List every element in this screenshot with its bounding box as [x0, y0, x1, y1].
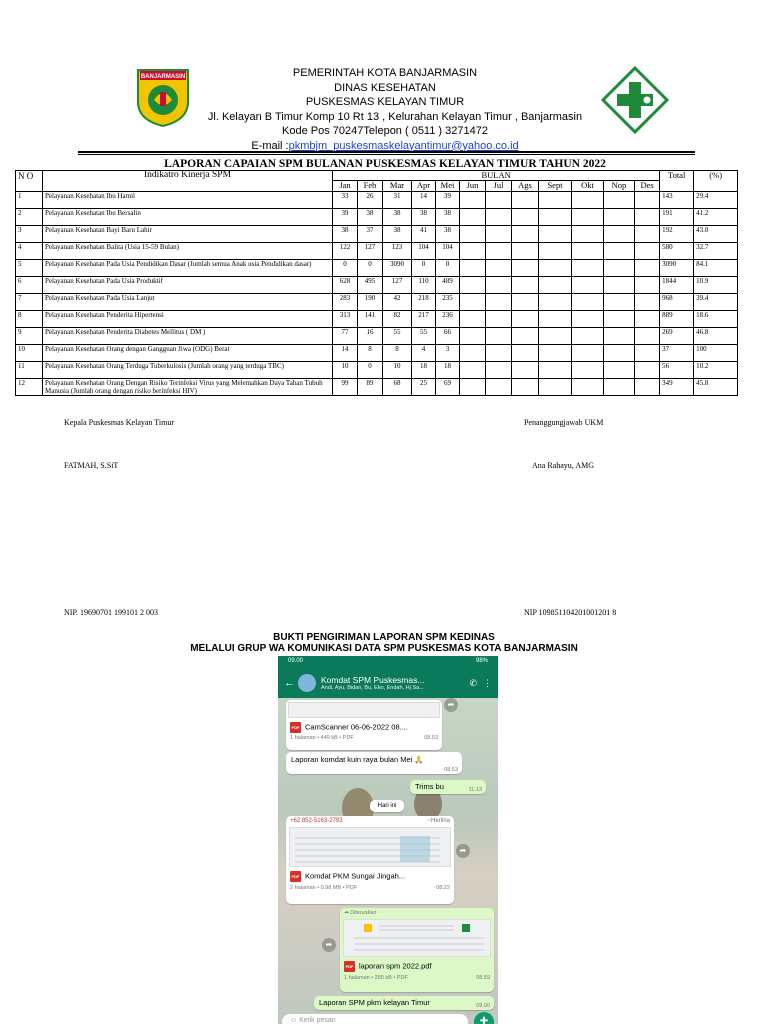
col-no-header: N O — [16, 171, 43, 192]
total-value: 269 — [660, 328, 694, 345]
percent-value: 100 — [694, 345, 738, 362]
forwarded-text: Diteruskan — [350, 910, 377, 916]
month-value-mei: 38 — [436, 226, 460, 243]
left-signatory-nip: NIP. 19690701 199101 2 003 — [64, 608, 159, 617]
total-value: 143 — [660, 192, 694, 209]
table-row — [16, 192, 738, 209]
row-number: 12 — [16, 379, 43, 396]
month-value-jul — [486, 260, 512, 277]
month-value-jan: 77 — [333, 328, 358, 345]
message-text: Trims bu — [415, 782, 444, 791]
month-value-sept — [539, 260, 572, 277]
group-name[interactable]: Komdat SPM Puskesmas... — [321, 675, 425, 685]
month-value-des — [635, 311, 660, 328]
file-thumbnail — [289, 827, 451, 867]
message-input[interactable] — [282, 1014, 468, 1024]
month-value-jun — [460, 379, 486, 396]
month-value-mei: 235 — [436, 294, 460, 311]
sender-phone[interactable]: +62 852-5163-2793 — [290, 818, 343, 824]
month-value-sept — [539, 226, 572, 243]
total-value: 56 — [660, 362, 694, 379]
month-header-nop: Nop — [604, 181, 635, 192]
month-value-okt — [572, 345, 604, 362]
month-value-des — [635, 226, 660, 243]
row-number: 9 — [16, 328, 43, 345]
month-value-apr: 18 — [412, 362, 436, 379]
group-avatar[interactable] — [298, 674, 316, 692]
row-number: 11 — [16, 362, 43, 379]
group-members: Andi, Ayu, Bidan, Bu, Eko, Endah, Hj Sa... — [321, 685, 424, 691]
month-value-mei: 38 — [436, 209, 460, 226]
right-signatory-name: Ana Rahayu, AMG — [532, 461, 594, 470]
table-row — [16, 294, 738, 311]
right-signatory-nip: NIP 109851104201001201 8 — [524, 608, 617, 617]
logo-banjarmasin — [132, 66, 194, 128]
month-value-ags — [512, 294, 539, 311]
month-value-des — [635, 362, 660, 379]
month-value-ags — [512, 311, 539, 328]
month-value-apr: 110 — [412, 277, 436, 294]
table-row — [16, 328, 738, 345]
table-row — [16, 226, 738, 243]
right-signatory-role: Penanggungjawab UKM — [524, 418, 604, 427]
month-value-jan: 122 — [333, 243, 358, 260]
month-value-feb: 0 — [358, 362, 383, 379]
month-value-jul — [486, 243, 512, 260]
file-thumbnail — [288, 702, 440, 718]
month-value-mar: 38 — [383, 226, 412, 243]
month-value-ags — [512, 362, 539, 379]
message-time: 09.00 — [476, 1003, 490, 1009]
month-value-ags — [512, 379, 539, 396]
email-link[interactable]: pkmbjm_puskesmaskelayantimur@yahoo.co.id — [288, 139, 519, 152]
letterhead-line: DINAS KESEHATAN — [334, 81, 436, 94]
month-value-des — [635, 379, 660, 396]
percent-value: 41.2 — [694, 209, 738, 226]
outgoing-message[interactable] — [410, 780, 486, 794]
month-header-ags: Ags — [512, 181, 539, 192]
logo-puskesmas — [601, 66, 669, 134]
month-value-feb: 37 — [358, 226, 383, 243]
month-value-jan: 14 — [333, 345, 358, 362]
month-value-nop — [604, 226, 635, 243]
status-battery: 98% — [475, 658, 488, 664]
indicator-name: Pelayanan Kesehatan Ibu Hamil — [43, 192, 333, 209]
row-number: 7 — [16, 294, 43, 311]
month-value-apr: 25 — [412, 379, 436, 396]
percent-value: 10.9 — [694, 277, 738, 294]
percent-value: 10.2 — [694, 362, 738, 379]
month-value-jun — [460, 243, 486, 260]
month-value-jan: 313 — [333, 311, 358, 328]
month-value-nop — [604, 243, 635, 260]
month-value-apr: 104 — [412, 243, 436, 260]
month-value-feb: 0 — [358, 260, 383, 277]
month-value-okt — [572, 209, 604, 226]
month-value-mar: 55 — [383, 328, 412, 345]
proof-title-line-2: MELALUI GRUP WA KOMUNIKASI DATA SPM PUSKESMAS KOTA BANJARMASIN — [190, 643, 578, 654]
indicator-name: Pelayanan Kesehatan Orang Terduga Tuberkulosis (Jumlah orang yang terduga TBC) — [43, 362, 333, 379]
month-value-ags — [512, 277, 539, 294]
month-value-nop — [604, 192, 635, 209]
month-value-mar: 127 — [383, 277, 412, 294]
table-row — [16, 260, 738, 277]
chat-app-bar — [278, 668, 498, 698]
month-value-feb: 16 — [358, 328, 383, 345]
month-value-feb: 495 — [358, 277, 383, 294]
letterhead-divider — [78, 151, 695, 153]
month-header-jun: Jun — [460, 181, 486, 192]
indicator-name: Pelayanan Kesehatan Bayi Baru Lahir — [43, 226, 333, 243]
month-value-nop — [604, 311, 635, 328]
back-arrow-icon[interactable]: ← — [284, 677, 295, 689]
month-value-ags — [512, 226, 539, 243]
month-value-mar: 38 — [383, 209, 412, 226]
month-value-sept — [539, 311, 572, 328]
month-value-jun — [460, 311, 486, 328]
forward-icon: ➦ — [344, 910, 351, 916]
pdf-icon: PDF — [344, 961, 355, 972]
table-row — [16, 311, 738, 328]
proof-title-line-1: BUKTI PENGIRIMAN LAPORAN SPM KEDINAS — [273, 632, 495, 643]
file-name: CamScanner 06-06-2022 08.... — [305, 722, 408, 732]
month-value-sept — [539, 379, 572, 396]
total-value: 37 — [660, 345, 694, 362]
message-time: 08.53 — [444, 767, 458, 773]
month-value-ags — [512, 345, 539, 362]
month-value-mei: 489 — [436, 277, 460, 294]
month-value-ags — [512, 260, 539, 277]
month-value-nop — [604, 277, 635, 294]
month-header-feb: Feb — [358, 181, 383, 192]
month-value-apr: 217 — [412, 311, 436, 328]
month-value-feb: 127 — [358, 243, 383, 260]
file-message[interactable] — [286, 700, 442, 750]
month-value-apr: 218 — [412, 294, 436, 311]
month-value-jul — [486, 209, 512, 226]
month-value-mei: 66 — [436, 328, 460, 345]
call-icon[interactable]: ✆ — [469, 677, 477, 688]
row-number: 3 — [16, 226, 43, 243]
file-meta: 1 halaman • 280 kB • PDF — [344, 975, 408, 981]
table-row — [16, 379, 738, 396]
month-value-mar: 42 — [383, 294, 412, 311]
status-bar — [278, 656, 498, 668]
total-value: 1844 — [660, 277, 694, 294]
row-number: 8 — [16, 311, 43, 328]
left-signatory-role: Kepala Puskesmas Kelayan Timur — [64, 418, 174, 427]
letterhead-postal: Kode Pos 70247Telepon ( 0511 ) 3271472 — [282, 125, 488, 137]
letterhead-address: Jl. Kelayan B Timur Komp 10 Rt 13 , Kelurahan Kelayan Timur , Banjarmasin — [207, 110, 583, 123]
row-number: 2 — [16, 209, 43, 226]
month-value-des — [635, 294, 660, 311]
month-value-sept — [539, 345, 572, 362]
month-value-jun — [460, 328, 486, 345]
month-value-mei: 18 — [436, 362, 460, 379]
month-value-nop — [604, 209, 635, 226]
month-value-jan: 99 — [333, 379, 358, 396]
row-number: 5 — [16, 260, 43, 277]
percent-value: 39.4 — [694, 294, 738, 311]
table-row — [16, 277, 738, 294]
month-value-sept — [539, 328, 572, 345]
menu-icon[interactable]: ⋮ — [483, 677, 492, 688]
month-value-mei: 39 — [436, 192, 460, 209]
share-icon[interactable]: ➦ — [456, 844, 470, 858]
percent-value: 18.6 — [694, 311, 738, 328]
email-label: E-mail : — [251, 139, 289, 152]
send-mic-button[interactable]: ✚ — [474, 1012, 494, 1024]
indicator-name: Pelayanan Kesehatan Balita (Usia 15-59 Bulan) — [43, 243, 333, 260]
month-value-sept — [539, 243, 572, 260]
month-value-mar: 82 — [383, 311, 412, 328]
percent-value: 29.4 — [694, 192, 738, 209]
file-meta: 1 halaman • 449 kB • PDF — [290, 735, 354, 741]
month-value-des — [635, 260, 660, 277]
month-value-nop — [604, 260, 635, 277]
month-value-mei: 3 — [436, 345, 460, 362]
month-value-ags — [512, 192, 539, 209]
month-header-mei: Mei — [436, 181, 460, 192]
indicator-name: Pelayanan Kesehatan Pada Usia Produktif — [43, 277, 333, 294]
letterhead-text — [200, 66, 583, 153]
month-value-ags — [512, 209, 539, 226]
month-value-jul — [486, 277, 512, 294]
month-header-okt: Okt — [572, 181, 604, 192]
share-icon[interactable]: ➦ — [444, 698, 458, 712]
percent-value: 45.8 — [694, 379, 738, 396]
spm-table — [15, 170, 738, 396]
indicator-name: Pelayanan Kesehatan Pada Usia Pendidikan Dasar (Jumlah semua Anak usia Pendidikan dasar) — [43, 260, 333, 277]
month-value-sept — [539, 362, 572, 379]
month-value-sept — [539, 294, 572, 311]
month-value-mei: 104 — [436, 243, 460, 260]
month-value-mar: 8 — [383, 345, 412, 362]
month-value-okt — [572, 192, 604, 209]
row-number: 1 — [16, 192, 43, 209]
month-header-jan: Jan — [333, 181, 358, 192]
month-value-feb: 141 — [358, 311, 383, 328]
message-text: Laporan komdat kuin raya bulan Mei 🙏 — [291, 755, 424, 764]
month-value-des — [635, 277, 660, 294]
month-value-mei: 69 — [436, 379, 460, 396]
month-value-jan: 39 — [333, 209, 358, 226]
month-value-feb: 26 — [358, 192, 383, 209]
month-value-jan: 283 — [333, 294, 358, 311]
month-header-apr: Apr — [412, 181, 436, 192]
month-value-okt — [572, 226, 604, 243]
month-value-des — [635, 243, 660, 260]
total-value: 3090 — [660, 260, 694, 277]
month-value-apr: 0 — [412, 260, 436, 277]
month-value-mar: 31 — [383, 192, 412, 209]
month-value-apr: 14 — [412, 192, 436, 209]
month-value-ags — [512, 243, 539, 260]
month-value-jan: 0 — [333, 260, 358, 277]
table-row — [16, 243, 738, 260]
month-value-ags — [512, 328, 539, 345]
table-header-row — [16, 171, 738, 181]
month-value-jun — [460, 345, 486, 362]
row-number: 10 — [16, 345, 43, 362]
table-row — [16, 209, 738, 226]
month-value-okt — [572, 294, 604, 311]
message-time: 11.13 — [468, 787, 482, 793]
col-pct-header: (%) — [694, 171, 738, 192]
row-number: 4 — [16, 243, 43, 260]
month-value-jan: 33 — [333, 192, 358, 209]
month-value-okt — [572, 362, 604, 379]
forwarded-label — [340, 908, 494, 918]
percent-value: 32.7 — [694, 243, 738, 260]
month-value-sept — [539, 277, 572, 294]
month-value-feb: 8 — [358, 345, 383, 362]
indicator-name: Pelayanan Kesehatan Pada Usia Lanjut — [43, 294, 333, 311]
whatsapp-screenshot — [278, 656, 498, 1024]
file-meta: 2 halaman • 0.98 MB • PDF — [290, 885, 358, 891]
total-value: 889 — [660, 311, 694, 328]
percent-value: 46.8 — [694, 328, 738, 345]
pdf-icon: PDF — [290, 722, 301, 733]
table-row — [16, 362, 738, 379]
month-value-feb: 89 — [358, 379, 383, 396]
indicator-name: Pelayanan Kesehatan Orang Dengan Risiko Terinfeksi Virus yang Melemahkan Daya Tahan Tubuh Manusia (Jumlah orang dengan risiko berinfeksi HIV) — [43, 379, 333, 396]
month-value-okt — [572, 260, 604, 277]
month-value-jul — [486, 362, 512, 379]
month-value-feb: 190 — [358, 294, 383, 311]
month-value-jul — [486, 311, 512, 328]
month-value-jun — [460, 260, 486, 277]
message-time: 08.59 — [476, 975, 490, 981]
message-text: Laporan SPM pkm kelayan Timur — [319, 998, 430, 1007]
col-bulan-header: BULAN — [333, 171, 660, 181]
proof-title — [120, 632, 648, 654]
month-value-jul — [486, 328, 512, 345]
month-value-jul — [486, 226, 512, 243]
month-value-nop — [604, 294, 635, 311]
total-value: 968 — [660, 294, 694, 311]
month-value-sept — [539, 209, 572, 226]
month-value-nop — [604, 379, 635, 396]
file-name: laporan spm 2022.pdf — [359, 961, 432, 971]
month-value-jul — [486, 294, 512, 311]
month-value-apr: 4 — [412, 345, 436, 362]
month-value-sept — [539, 192, 572, 209]
month-header-des: Des — [635, 181, 660, 192]
indicator-name: Pelayanan Kesehatan Penderita Hipertensi — [43, 311, 333, 328]
month-value-jul — [486, 379, 512, 396]
file-thumbnail — [343, 919, 491, 957]
month-value-feb: 38 — [358, 209, 383, 226]
month-value-des — [635, 328, 660, 345]
sender-name: ~Herlina — [427, 818, 450, 824]
percent-value: 84.1 — [694, 260, 738, 277]
month-value-okt — [572, 243, 604, 260]
message-time: 08.22 — [436, 885, 450, 891]
month-value-jun — [460, 226, 486, 243]
col-total-header: Total — [660, 171, 694, 192]
svg-text:BANJARMASIN: BANJARMASIN — [140, 74, 186, 80]
month-value-jun — [460, 294, 486, 311]
month-value-nop — [604, 328, 635, 345]
month-header-jul: Jul — [486, 181, 512, 192]
report-title: LAPORAN CAPAIAN SPM BULANAN PUSKESMAS KELAYAN TIMUR TAHUN 2022 — [164, 158, 606, 170]
total-value: 192 — [660, 226, 694, 243]
letterhead-line: PEMERINTAH KOTA BANJARMASIN — [292, 67, 478, 79]
file-message[interactable] — [286, 816, 454, 904]
month-value-des — [635, 192, 660, 209]
month-value-mei: 0 — [436, 260, 460, 277]
month-value-okt — [572, 277, 604, 294]
date-chip: Hari ini — [370, 800, 404, 812]
letterhead-divider-thin — [78, 154, 695, 155]
table-row — [16, 345, 738, 362]
month-header-mar: Mar — [383, 181, 412, 192]
month-value-jan: 10 — [333, 362, 358, 379]
row-number: 6 — [16, 277, 43, 294]
col-indicator-header: Indikatro Kinerja SPM — [43, 171, 333, 192]
month-value-jan: 628 — [333, 277, 358, 294]
indicator-name: Pelayanan Kesehatan Ibu Bersalin — [43, 209, 333, 226]
chat-area — [278, 698, 498, 1024]
letterhead-line: PUSKESMAS KELAYAN TIMUR — [305, 96, 465, 108]
file-name: Komdat PKM Sungai Jingah... — [305, 871, 406, 881]
indicator-name: Pelayanan Kesehatan Orang dengan Gangguan Jiwa (ODG) Berat — [43, 345, 333, 362]
total-value: 580 — [660, 243, 694, 260]
message-time: 08.53 — [424, 735, 438, 741]
status-time: 09.00 — [288, 658, 304, 664]
total-value: 191 — [660, 209, 694, 226]
percent-value: 43.0 — [694, 226, 738, 243]
month-value-okt — [572, 311, 604, 328]
input-placeholder: Ketik pesan — [299, 1017, 336, 1024]
month-value-apr: 41 — [412, 226, 436, 243]
text-message[interactable] — [286, 752, 462, 774]
month-value-okt — [572, 379, 604, 396]
month-value-jun — [460, 277, 486, 294]
forwarded-file-message[interactable] — [340, 908, 494, 992]
month-value-des — [635, 345, 660, 362]
indicator-name: Pelayanan Kesehatan Penderita Diabetes Mellitus ( DM ) — [43, 328, 333, 345]
share-icon[interactable]: ➦ — [322, 938, 336, 952]
month-value-jul — [486, 345, 512, 362]
total-value: 349 — [660, 379, 694, 396]
month-value-des — [635, 209, 660, 226]
month-value-jun — [460, 362, 486, 379]
month-value-nop — [604, 362, 635, 379]
month-value-apr: 38 — [412, 209, 436, 226]
month-value-mar: 3090 — [383, 260, 412, 277]
month-header-sept: Sept — [539, 181, 572, 192]
outgoing-message[interactable] — [314, 996, 494, 1010]
left-signatory-name: FATMAH, S.SiT — [64, 461, 119, 470]
month-value-jun — [460, 192, 486, 209]
month-value-mar: 10 — [383, 362, 412, 379]
pdf-icon: PDF — [290, 871, 301, 882]
month-value-jan: 38 — [333, 226, 358, 243]
month-value-mei: 236 — [436, 311, 460, 328]
month-value-mar: 68 — [383, 379, 412, 396]
month-value-okt — [572, 328, 604, 345]
emoji-icon[interactable]: ☺ — [290, 1017, 300, 1024]
month-value-jun — [460, 209, 486, 226]
month-value-jul — [486, 192, 512, 209]
month-value-mar: 123 — [383, 243, 412, 260]
month-value-apr: 55 — [412, 328, 436, 345]
month-value-nop — [604, 345, 635, 362]
